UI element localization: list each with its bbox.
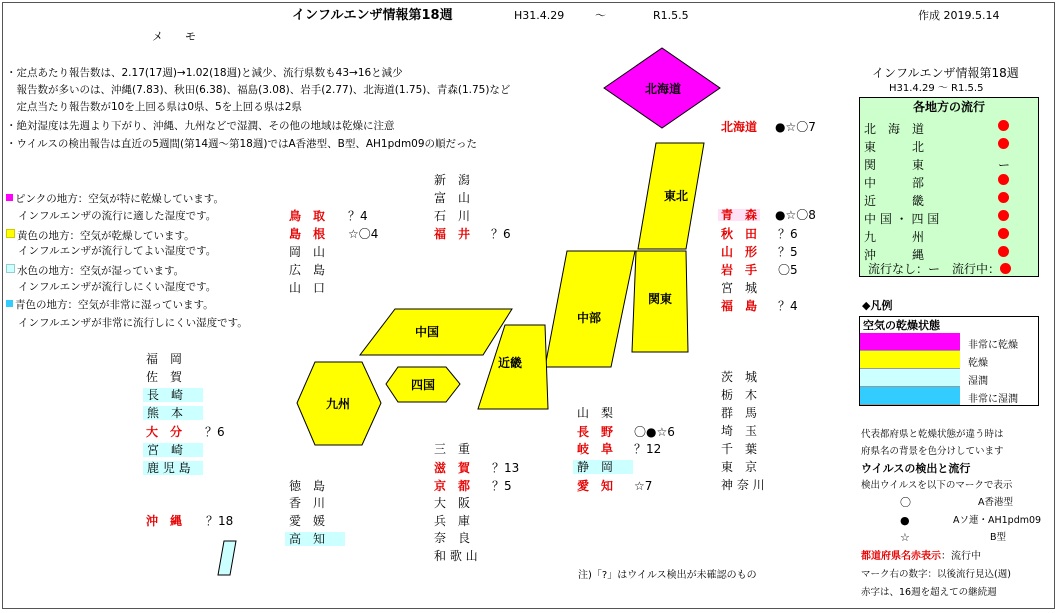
active-dot-icon <box>998 120 1009 131</box>
virus-label-b: B型 <box>990 532 1007 543</box>
active-dot-icon <box>998 138 1009 149</box>
pref-kagoshima: 鹿 児 島 <box>143 461 203 475</box>
pref-fukushima-mark: ？4 <box>778 299 798 313</box>
pref-hyogo: 兵 庫 <box>434 514 471 528</box>
active-dot-icon <box>998 210 1009 221</box>
region-label-hokkaido: 北海道 <box>644 82 682 96</box>
virus-legend-title: ウイルスの検出と流行 <box>861 462 971 475</box>
region-label-kyushu: 九州 <box>325 397 351 411</box>
pref-mie: 三 重 <box>434 442 471 456</box>
pref-kyoto-mark: ？5 <box>492 479 512 493</box>
legend-yellow-sub: インフルエンザが流行してよい湿度です。 <box>18 245 217 257</box>
status-footer: 流行なし：ー 流行中： <box>868 263 1011 275</box>
pref-iwate-mark: 〇5 <box>778 263 798 277</box>
pref-ishikawa: 石 川 <box>434 209 471 223</box>
legend-cyan: 水色の地方：空気が湿っています。 <box>6 264 184 277</box>
pref-yamaguchi: 山 口 <box>289 281 326 295</box>
region-chubu <box>545 251 635 367</box>
pref-fukuoka: 福 岡 <box>146 352 183 366</box>
virus-label-ah1: Aソ連・AH1pdm09 <box>953 515 1042 526</box>
pref-tottori: 鳥 取 <box>289 209 326 223</box>
regional-status-title: 各地方の流行 <box>912 100 985 114</box>
pref-tokushima: 徳 島 <box>289 479 326 493</box>
panel-title: インフルエンザ情報第18週 <box>872 66 1019 80</box>
pref-nagasaki: 長 崎 <box>143 388 203 402</box>
pref-aichi-mark: ☆7 <box>634 479 653 493</box>
status-row: 近 畿 <box>860 190 1038 207</box>
pref-hiroshima: 広 島 <box>289 263 326 277</box>
memo-heading: メ モ <box>152 30 196 43</box>
status-row: 中 部 <box>860 172 1038 189</box>
status-row: 中 国 ・ 四 国 <box>860 208 1038 225</box>
pref-wakayama: 和 歌 山 <box>434 549 478 563</box>
red-text-legend: 赤字は、16週を超えての継続週 <box>861 587 997 598</box>
pref-hokkaido: 北海道 <box>721 120 758 134</box>
pref-saitama: 埼 玉 <box>721 424 758 438</box>
dryness-legend-box <box>859 316 1039 406</box>
region-label-chubu: 中部 <box>576 311 602 325</box>
panel-range: H31.4.29 〜 R1.5.5 <box>889 83 984 94</box>
pref-kagawa: 香 川 <box>289 496 326 510</box>
pref-fukushima: 福 島 <box>721 299 758 313</box>
pref-nagano: 長 野 <box>577 425 614 439</box>
pref-fukui: 福 井 <box>434 227 471 241</box>
virus-mark-a-hongkong: 〇 <box>900 496 911 509</box>
pref-nagano-mark: 〇●☆6 <box>634 425 675 439</box>
pref-toyama: 富 山 <box>434 191 471 205</box>
pref-kumamoto: 熊 本 <box>143 406 203 420</box>
regional-status-box <box>859 97 1039 277</box>
active-dot-icon <box>998 228 1009 239</box>
legend-heading: ◆凡例 <box>862 299 893 312</box>
legend-cyan-sub: インフルエンザが流行しにくい湿度です。 <box>18 281 217 293</box>
created-date: 作成 2019.5.14 <box>918 9 1000 22</box>
pref-shiga: 滋 賀 <box>434 461 471 475</box>
pref-nara: 奈 良 <box>434 531 471 545</box>
active-dot-icon <box>1000 263 1011 274</box>
status-row: 東 北 <box>860 136 1038 153</box>
legend-blue-sub: インフルエンザが非常に流行しにくい湿度です。 <box>18 317 248 329</box>
virus-mark-b: ☆ <box>900 531 910 544</box>
legend-swatch <box>860 351 960 369</box>
memo-line: 報告数が多いのは、沖縄(7.83)、秋田(6.38)、福島(3.08)、岩手(2.77)、北海道(1.75)、青森(1.75)など <box>6 84 511 96</box>
pref-miyagi: 宮 城 <box>721 281 758 295</box>
pref-shimane: 島 根 <box>289 227 326 241</box>
pref-yamagata-mark: ？5 <box>778 245 798 259</box>
region-okinawa <box>218 541 236 575</box>
legend-note-1: 代表都府県と乾燥状態が違う時は <box>861 429 1004 440</box>
legend-swatch <box>860 387 960 405</box>
pref-okinawa-mark: ？18 <box>206 514 234 528</box>
active-dot-icon <box>998 192 1009 203</box>
pref-tottori-mark: ？4 <box>348 209 368 223</box>
pref-yamanashi: 山 梨 <box>577 406 614 420</box>
pref-chiba: 千 葉 <box>721 442 758 456</box>
pref-gifu: 岐 阜 <box>577 442 614 456</box>
virus-label-a-hongkong: A香港型 <box>978 497 1013 508</box>
legend-row: 乾燥 <box>860 351 1038 369</box>
active-dot-icon <box>998 174 1009 185</box>
memo-line: ・ウイルスの検出報告は直近の5週間(第14週〜第18週)ではA香港型、B型、AH1pdm09の順だった <box>6 138 478 150</box>
legend-blue: 青色の地方：空気が非常に湿っています。 <box>6 300 214 311</box>
pref-gunma: 群 馬 <box>721 406 758 420</box>
pref-gifu-mark: ？12 <box>634 442 662 456</box>
pref-yamagata: 山 形 <box>721 245 758 259</box>
status-row: 九 州 <box>860 226 1038 243</box>
number-legend: マーク右の数字：以後流行見込(週) <box>861 569 1011 580</box>
pref-ehime: 愛 媛 <box>289 514 326 528</box>
pref-aomori: 青 森 <box>718 209 760 221</box>
virus-legend-desc: 検出ウイルスを以下のマークで表示 <box>861 480 1013 491</box>
pref-hokkaido-mark: ●☆〇7 <box>775 120 816 134</box>
legend-yellow: 黄色の地方：空気が乾燥しています。 <box>6 229 195 242</box>
pref-kyoto: 京 都 <box>434 479 471 493</box>
memo-line: ・絶対湿度は先週より下がり、沖縄、九州などで湿潤、その他の地域は乾燥に注意 <box>6 120 395 132</box>
red-label-legend: 都道府県名赤表示：流行中 <box>861 551 981 562</box>
region-label-shikoku: 四国 <box>410 378 436 392</box>
legend-row: 非常に湿潤 <box>860 387 1038 405</box>
pref-akita: 秋 田 <box>721 227 758 241</box>
pref-aichi: 愛 知 <box>577 479 614 493</box>
legend-row: 湿潤 <box>860 369 1038 387</box>
region-label-kinki: 近畿 <box>497 356 523 370</box>
legend-pink: ピンクの地方：空気が特に乾燥しています。 <box>6 194 224 205</box>
date-from: H31.4.29 <box>514 9 565 22</box>
status-row: 沖 縄 <box>860 244 1038 261</box>
pref-aomori-mark: ●☆〇8 <box>775 208 816 222</box>
pref-iwate: 岩 手 <box>721 263 758 277</box>
legend-pink-sub: インフルエンザの流行に適した湿度です。 <box>18 210 217 222</box>
virus-mark-ah1: ● <box>900 514 910 527</box>
pref-shimane-mark: ☆〇4 <box>348 227 379 241</box>
pref-oita: 大 分 <box>146 425 183 439</box>
legend-row: 非常に乾燥 <box>860 333 1038 351</box>
pref-kochi: 高 知 <box>285 532 345 546</box>
pref-osaka: 大 阪 <box>434 496 471 510</box>
pref-shizuoka: 静 岡 <box>573 460 633 474</box>
date-tilde: 〜 <box>595 9 606 22</box>
status-row: 関 東 ー <box>864 158 1011 172</box>
pref-tochigi: 栃 木 <box>721 388 758 402</box>
status-row: 北 海 道 <box>860 118 1038 135</box>
date-to: R1.5.5 <box>653 9 689 22</box>
dryness-legend-title: 空気の乾燥状態 <box>863 319 940 332</box>
active-dot-icon <box>998 246 1009 257</box>
region-label-kanto: 関東 <box>647 292 673 306</box>
virus-note: 注)「?」はウイルス検出が未確認のもの <box>578 570 757 581</box>
pref-saga: 佐 賀 <box>146 370 183 384</box>
legend-swatch <box>860 333 960 351</box>
memo-line: ・定点あたり報告数は、2.17(17週)→1.02(18週)と減少、流行県数も43→16と減少 <box>6 67 403 79</box>
legend-swatch <box>860 369 960 387</box>
pref-shiga-mark: ？13 <box>492 461 520 475</box>
pref-akita-mark: ？6 <box>778 227 798 241</box>
pref-kanagawa: 神 奈 川 <box>721 478 765 492</box>
pref-miyazaki: 宮 崎 <box>143 443 203 457</box>
region-label-chugoku: 中国 <box>414 325 440 339</box>
pref-ibaraki: 茨 城 <box>721 370 758 384</box>
pref-okayama: 岡 山 <box>289 245 326 259</box>
region-label-tohoku: 東北 <box>663 189 689 203</box>
pref-niigata: 新 潟 <box>434 173 471 187</box>
pref-tokyo: 東 京 <box>721 460 758 474</box>
pref-oita-mark: ？6 <box>205 425 225 439</box>
pref-fukui-mark: ？6 <box>491 227 511 241</box>
report-title: インフルエンザ情報第18週 <box>292 8 453 23</box>
legend-note-2: 府県名の背景を色分けしています <box>861 446 1004 457</box>
pref-okinawa: 沖 縄 <box>146 514 183 528</box>
memo-line: 定点当たり報告数が10を上回る県は0県、5を上回る県は2県 <box>6 101 302 113</box>
